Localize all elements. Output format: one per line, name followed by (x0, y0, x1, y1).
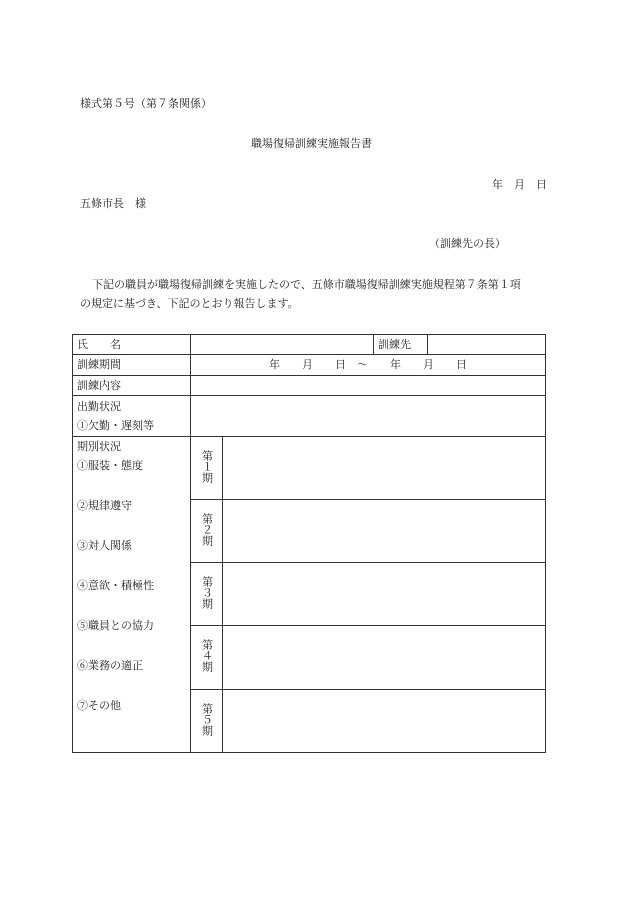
content-label: 訓練内容 (73, 376, 191, 396)
addressee: 五條市長 様 (80, 197, 146, 210)
date-line: 年 月 日 (492, 178, 547, 191)
status-item: ⑤職員との協力 (77, 619, 154, 632)
period-3-text: 第３期 (200, 575, 214, 609)
period-2-label (191, 500, 223, 563)
trainer-field[interactable] (428, 335, 546, 355)
form-number: 様式第５号（第７条関係） (80, 97, 212, 110)
status-item: ①服装・態度 (77, 459, 143, 472)
attendance-field[interactable] (191, 396, 546, 437)
period-field[interactable]: 年 月 日 ～ 年 月 日 (191, 355, 546, 376)
period-3-field[interactable] (223, 563, 546, 626)
status-label-cell (73, 437, 191, 753)
content-field[interactable] (191, 376, 546, 396)
attendance-label: 出勤状況 (77, 400, 121, 413)
name-field[interactable] (191, 335, 374, 355)
status-item: ⑦その他 (77, 699, 121, 712)
period-2-field[interactable] (223, 500, 546, 563)
period-1-text: 第１期 (200, 449, 214, 483)
trainer-label: 訓練先 (374, 335, 428, 355)
period-3-label (191, 563, 223, 626)
period-5-field[interactable] (223, 690, 546, 753)
period-4-label (191, 626, 223, 690)
status-label: 期別状況 (77, 440, 121, 453)
period-2-text: 第２期 (200, 512, 214, 546)
period-4-field[interactable] (223, 626, 546, 690)
status-item: ②規律遵守 (77, 499, 132, 512)
report-table (72, 334, 546, 753)
attendance-sub-label: ①欠勤・遅刻等 (77, 419, 154, 432)
status-item: ⑥業務の適正 (77, 659, 143, 672)
period-4-text: 第４期 (200, 639, 214, 672)
period-1-field[interactable] (223, 437, 546, 500)
period-label: 訓練期間 (73, 355, 191, 376)
document-title: 職場復帰訓練実施報告書 (251, 137, 372, 150)
period-5-label (191, 690, 223, 753)
period-1-label (191, 437, 223, 500)
status-item: ④意欲・積極性 (77, 579, 154, 592)
attendance-label-cell (73, 396, 191, 437)
name-label: 氏 名 (73, 335, 191, 355)
body-text-line-1: 下記の職員が職場復帰訓練を実施したので、五條市職場復帰訓練実施規程第７条第１項 (92, 278, 521, 291)
period-5-text: 第５期 (200, 702, 214, 736)
status-item: ③対人関係 (77, 539, 132, 552)
body-text-line-2: の規定に基づき、下記のとおり報告します。 (80, 297, 299, 310)
sender-label: （訓練先の長） (429, 237, 506, 250)
